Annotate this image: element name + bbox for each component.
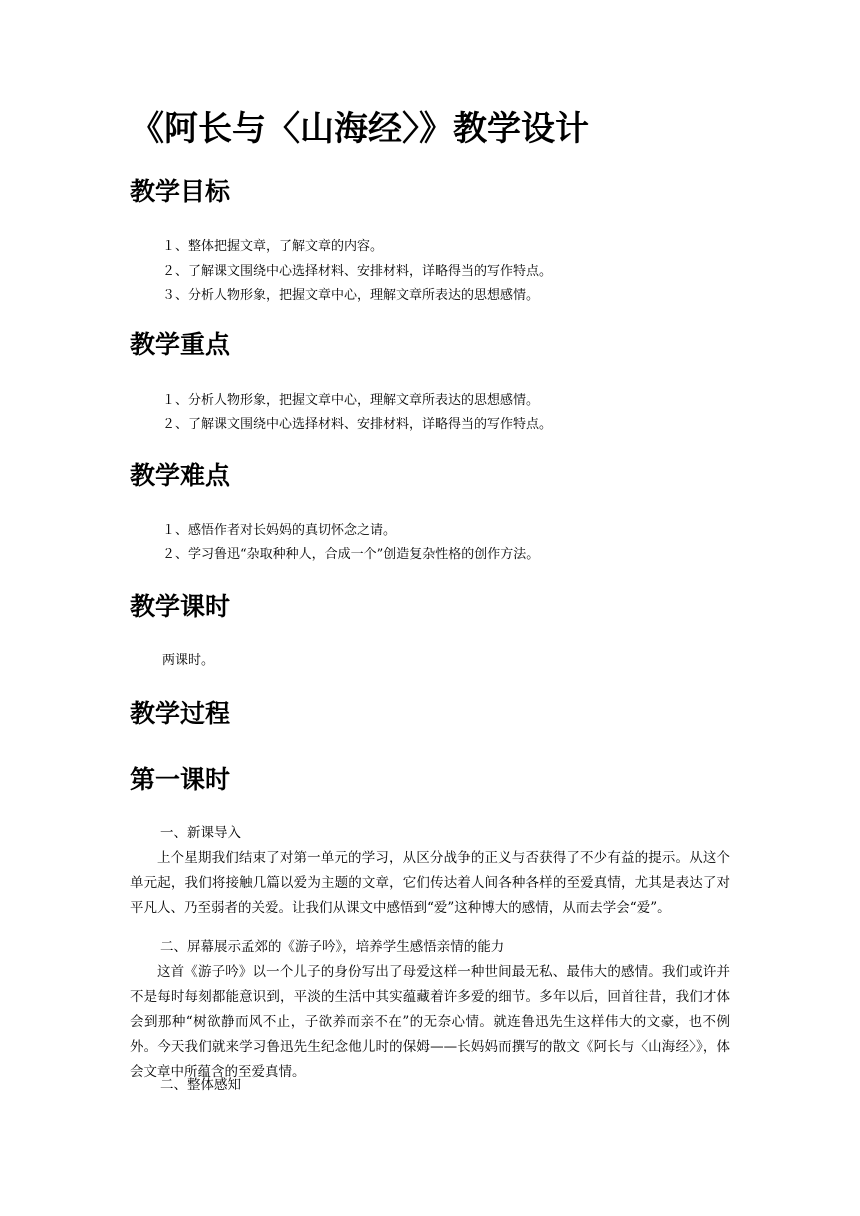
heading-key-points: 教学重点 bbox=[130, 330, 231, 359]
goal-item-2: ２、了解课文围绕中心选择材料、安排材料，详略得当的写作特点。 bbox=[162, 264, 553, 279]
difficulty-item-2: ２、学习鲁迅“杂取种种人，合成一个”创造复杂性格的创作方法。 bbox=[162, 547, 540, 562]
lesson1-paragraph-intro: 上个星期我们结束了对第一单元的学习，从区分战争的正义与否获得了不少有益的提示。从这个单元起，我们将接触几篇以爱为主题的文章，它们传达着人间各种各样的至爱真情，尤其是表达了对平凡人、乃至弱者的关爱。让我们从课文中感悟到“爱”这种博大的感情，从而去学会“爱”。 bbox=[130, 850, 730, 916]
goal-item-3: ３、分析人物形象，把握文章中心，理解文章所表达的思想感情。 bbox=[162, 288, 540, 303]
key-point-item-1: １、分析人物形象，把握文章中心，理解文章所表达的思想感情。 bbox=[162, 393, 540, 408]
goal-item-1: １、整体把握文章，了解文章的内容。 bbox=[162, 239, 384, 254]
lesson1-subheading-overview: 二、整体感知 bbox=[160, 1077, 241, 1093]
heading-hours: 教学课时 bbox=[130, 592, 231, 621]
heading-process: 教学过程 bbox=[130, 699, 231, 728]
hours-text: 两课时。 bbox=[162, 653, 215, 668]
key-point-item-2: ２、了解课文围绕中心选择材料、安排材料，详略得当的写作特点。 bbox=[162, 417, 553, 432]
document-title: 《阿长与〈山海经〉》教学设计 bbox=[130, 109, 589, 149]
lesson1-subheading-intro: 一、新课导入 bbox=[160, 825, 241, 841]
lesson1-paragraph-poem: 这首《游子吟》以一个儿子的身份写出了母爱这样一种世间最无私、最伟大的感情。我们或许并不是每时每刻都能意识到，平淡的生活中其实蕴藏着许多爱的细节。多年以后，回首往昔，我们才体会到那种“树欲静而风不止，子欲养而亲不在”的无奈心情。就连鲁迅先生这样伟大的文豪，也不例外。今天我们就来学习鲁迅先生纪念他儿时的保姆——长妈妈而撰写的散文《阿长与〈山海经〉》，体会文章中所蕴含的至爱真情。 bbox=[130, 964, 730, 1080]
heading-goals: 教学目标 bbox=[130, 177, 231, 206]
heading-difficulties: 教学难点 bbox=[130, 461, 231, 490]
lesson1-subheading-poem: 二、屏幕展示孟郊的《游子吟》，培养学生感悟亲情的能力 bbox=[160, 939, 505, 955]
difficulty-item-1: １、感悟作者对长妈妈的真切怀念之请。 bbox=[162, 523, 397, 538]
heading-lesson-1: 第一课时 bbox=[130, 765, 231, 794]
